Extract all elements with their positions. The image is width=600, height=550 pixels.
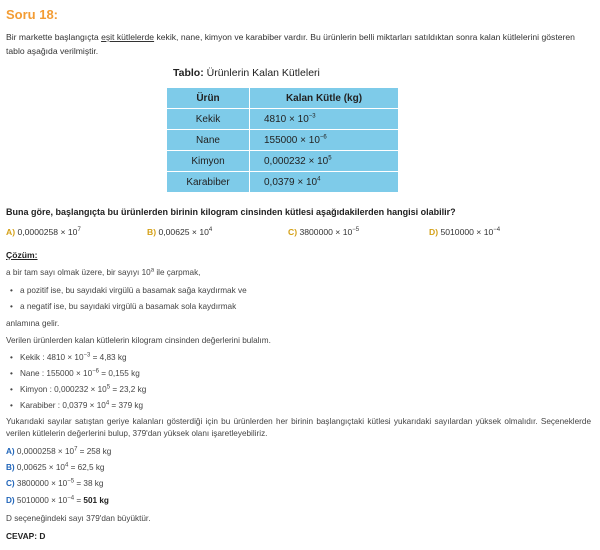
option-exp: −4	[493, 227, 501, 234]
answer-exp: 4	[64, 462, 69, 469]
solution-line: anlamına gelir.	[6, 319, 60, 328]
value-exp: −6	[319, 134, 327, 141]
table-row	[167, 130, 399, 151]
answer-text: 0,0000258 × 10	[14, 447, 75, 456]
answer-text: 0,00625 × 10	[14, 463, 65, 472]
row-name: Kimyon	[167, 151, 250, 172]
answer-text: = 62,5 kg	[68, 463, 105, 472]
question-title: Soru 18:	[6, 7, 59, 22]
answer-text: = 38 kg	[74, 479, 104, 488]
value-base: 0,000232 × 10	[264, 155, 329, 167]
option-b[interactable]	[147, 227, 212, 237]
item-exp: −3	[83, 352, 91, 359]
answer-letter: B)	[6, 463, 15, 472]
answer-exp: −5	[67, 478, 75, 485]
header-mass: Kalan Kütle (kg)	[250, 88, 399, 109]
row-value	[250, 151, 399, 172]
option-exp: 4	[208, 227, 213, 234]
table-row	[167, 151, 399, 172]
solution-line	[6, 268, 200, 277]
solution-paragraph: Yukarıdaki sayılar satıştan geriye kalanları gösterdiği için bu ürünlerden her birinin başlangıçtaki kütlesi yukarıdaki sayılardan yüksek olmalıdır. Seçeneklerde verilen kütlelerin değerlerini bulup, 379'dan yüksek olanı işaretleyebiliriz.	[6, 417, 591, 438]
intro-text-2: kekik, nane, kimyon ve karabiber vardır. Bu ürünlerin belli miktarları satıldıktan sonra kalan kütlelerini gösteren tablo aşağıda verilmiştir.	[6, 32, 575, 56]
answer-line-a	[6, 447, 111, 456]
solution-bullet: • a negatif ise, bu sayıdaki virgülü a basamak sola kaydırmak	[20, 302, 236, 311]
item-text: = 379 kg	[109, 401, 144, 410]
item-text: = 23,2 kg	[110, 385, 147, 394]
item-text: Karabiber : 0,0379 × 10	[20, 401, 106, 410]
answer-letter: D)	[6, 496, 15, 505]
item-exp: 4	[105, 400, 110, 407]
question-intro	[6, 30, 591, 58]
option-c[interactable]	[288, 227, 359, 237]
answer-letter: A)	[6, 447, 15, 456]
option-exp: 7	[77, 227, 81, 234]
mass-item	[20, 369, 140, 378]
answer-letter: C)	[6, 479, 15, 488]
item-exp: 5	[106, 384, 111, 391]
option-letter: D)	[429, 227, 439, 237]
value-base: 0,0379 × 10	[264, 176, 318, 188]
option-a[interactable]	[6, 227, 81, 237]
option-value: 0,00625 × 10	[158, 227, 209, 237]
value-base: 4810 × 10	[264, 113, 309, 125]
mass-table	[166, 87, 399, 193]
option-value: 3800000 × 10	[299, 227, 353, 237]
answer-text: = 258 kg	[77, 447, 112, 456]
option-letter: B)	[147, 227, 157, 237]
mass-item	[20, 353, 127, 362]
item-exp: −6	[92, 368, 100, 375]
final-answer: CEVAP: D	[6, 531, 46, 541]
option-letter: C)	[288, 227, 298, 237]
answer-text: 5010000 × 10	[14, 496, 68, 505]
header-product: Ürün	[167, 88, 250, 109]
value-exp: 5	[328, 155, 332, 162]
row-name: Karabiber	[167, 172, 250, 193]
table-caption-label: Tablo:	[173, 67, 204, 79]
line-text: a bir tam sayı olmak üzere, bir sayıyı 10	[6, 268, 151, 277]
row-name: Kekik	[167, 109, 250, 130]
item-text: = 0,155 kg	[99, 369, 140, 378]
solution-heading: Çözüm:	[6, 250, 38, 260]
answer-bold-value: 501 kg	[83, 496, 109, 505]
row-name: Nane	[167, 130, 250, 151]
table-row	[167, 172, 399, 193]
answer-exp: −4	[67, 495, 75, 502]
answer-exp: 7	[74, 446, 78, 453]
option-value: 5010000 × 10	[440, 227, 494, 237]
value-exp: 4	[317, 176, 321, 183]
mass-item	[20, 385, 146, 394]
solution-line: Verilen ürünlerden kalan kütlelerin kilogram cinsinden değerlerini bulalım.	[6, 336, 271, 345]
row-value	[250, 172, 399, 193]
row-value	[250, 130, 399, 151]
table-caption	[173, 67, 320, 79]
table-row	[167, 109, 399, 130]
answer-text: =	[74, 496, 84, 505]
table-header-row	[167, 88, 399, 109]
item-text: = 4,83 kg	[90, 353, 127, 362]
row-value	[250, 109, 399, 130]
option-value: 0,0000258 × 10	[17, 227, 78, 237]
line-exp: a	[150, 267, 155, 274]
value-base: 155000 × 10	[264, 134, 320, 146]
solution-conclusion: D seçeneğindeki sayı 379'dan büyüktür.	[6, 514, 151, 523]
intro-text-1: Bir markette başlangıçta	[6, 32, 102, 42]
answer-text: 3800000 × 10	[14, 479, 68, 488]
answer-line-d	[6, 496, 109, 505]
question-text: Buna göre, başlangıçta bu ürünlerden birinin kilogram cinsinden kütlesi aşağıdakilerden hangisi olabilir?	[6, 207, 456, 217]
mass-item	[20, 401, 143, 410]
option-letter: A)	[6, 227, 16, 237]
option-d[interactable]	[429, 227, 500, 237]
answer-line-b	[6, 463, 105, 472]
value-exp: −3	[308, 113, 316, 120]
item-text: Nane : 155000 × 10	[20, 369, 93, 378]
line-text: ile çarpmak,	[154, 268, 201, 277]
answer-line-c	[6, 479, 103, 488]
item-text: Kimyon : 0,000232 × 10	[20, 385, 107, 394]
solution-bullet: • a pozitif ise, bu sayıdaki virgülü a basamak sağa kaydırmak ve	[20, 286, 247, 295]
option-exp: −5	[352, 227, 360, 234]
item-text: Kekik : 4810 × 10	[20, 353, 84, 362]
table-caption-text: Ürünlerin Kalan Kütleleri	[203, 67, 320, 79]
intro-underlined: eşit kütlelerde	[101, 32, 155, 42]
